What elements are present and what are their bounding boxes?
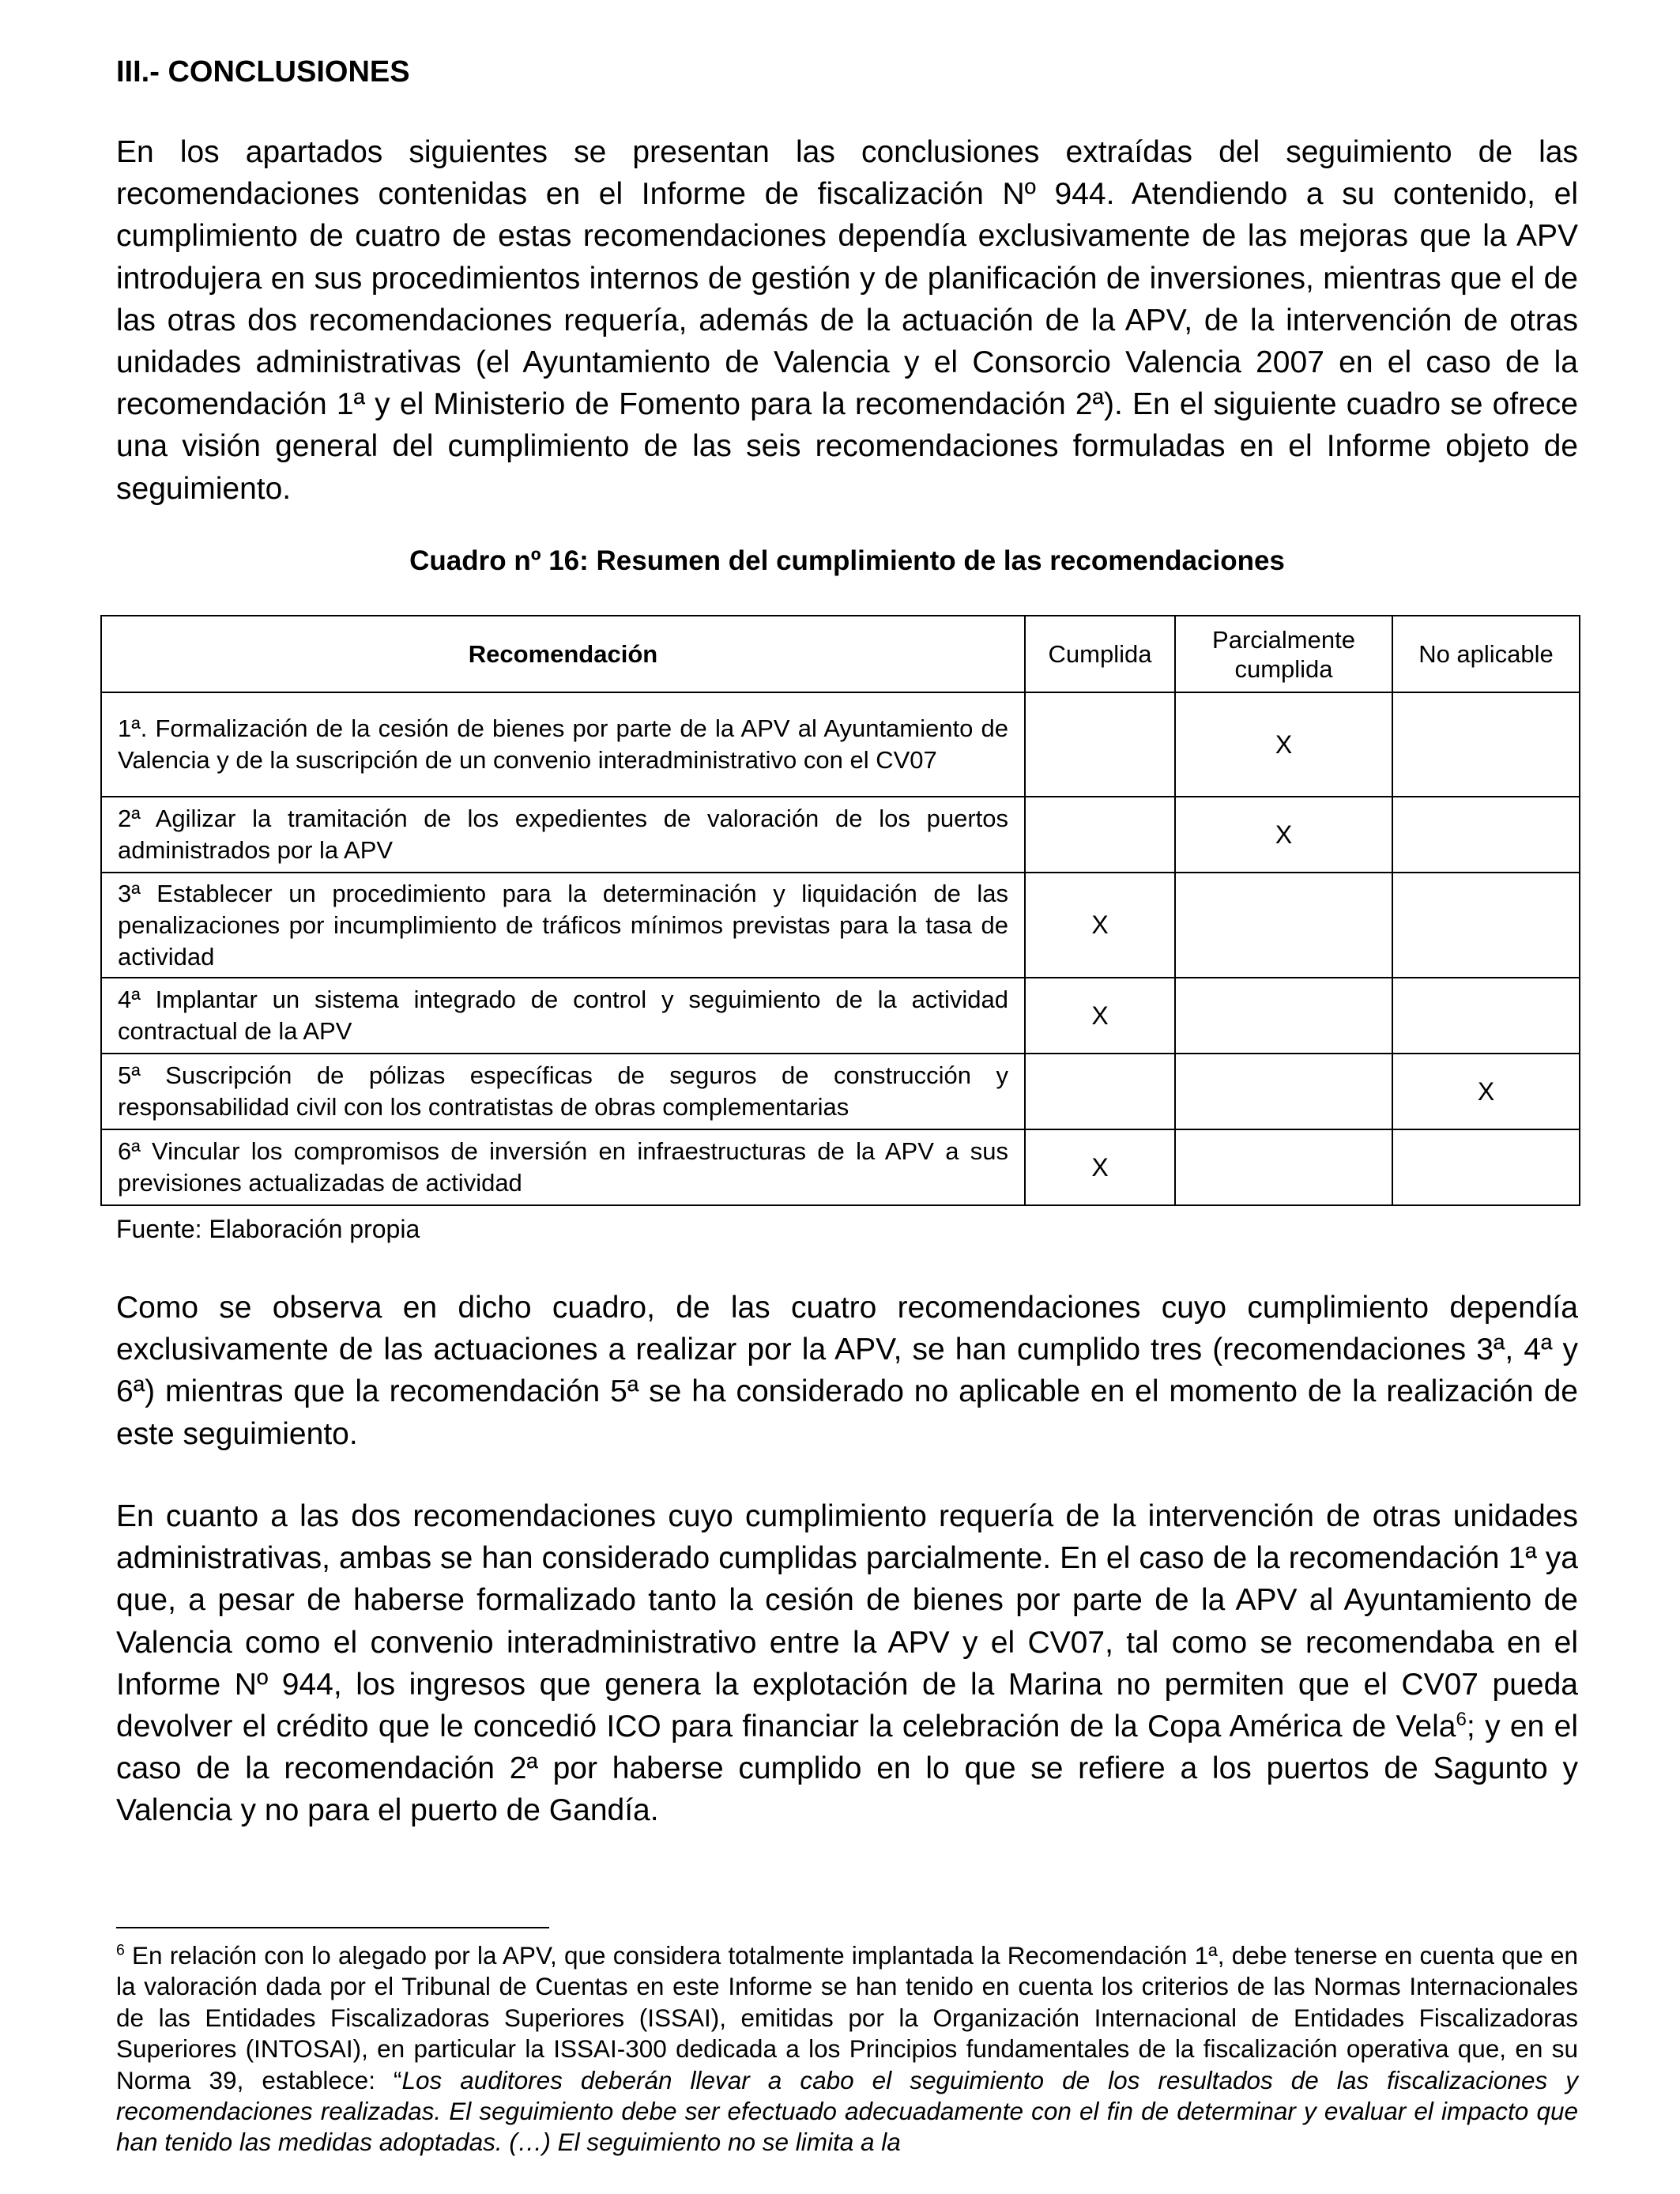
fulfilled-mark: X <box>1025 978 1175 1054</box>
not-applicable-mark: X <box>1392 1054 1580 1129</box>
intro-paragraph: En los apartados siguientes se presentan las conclusiones extraídas del seguimiento de las recomendaciones contenidas en el Informe de fiscalización Nº 944. Atendiendo a su contenido, el cumplimiento de cuatro de estas recomendaciones dependía exclusivamente de las mejoras que la APV introdujera en sus procedimientos internos de gestión y de planificación de inversiones, mientras que el de las otras dos recomendaciones requería, además de la actuación de la APV, de la intervención de otras unidades administrativas (el Ayuntamiento de Valencia y el Consorcio Valencia 2007 en el caso de la recomendación 1ª y el Ministerio de Fomento para la recomendación 2ª). En el siguiente cuadro se ofrece una visión general del cumplimiento de las seis recomendaciones formuladas en el Informe objeto de seguimiento. <box>116 135 1578 506</box>
recommendation-text: 2ª Agilizar la tramitación de los expedientes de valoración de los puertos administrados por la APV <box>101 797 1025 873</box>
header-not-applicable: No aplicable <box>1392 616 1580 692</box>
summary-paragraph: Como se observa en dicho cuadro, de las cuatro recomendaciones cuyo cumplimiento dependía exclusivamente de las actuaciones a realizar por la APV, se han cumplido tres (recomendaciones 3ª, 4ª y 6ª) mientras que la recomendación 5ª se ha considerado no aplicable en el momento de la realización de este seguimiento. <box>116 1291 1578 1451</box>
partial-mark: X <box>1175 692 1392 797</box>
footnote-quote: Los auditores deberán llevar a cabo el seguimiento de los resultados de las fiscalizaciones y recomendaciones realizadas. El seguimiento debe ser efectuado adecuadamente con el fin de determinar y evaluar el impacto que han tenido las medidas adoptadas. (…) El seguimiento no se limita a la <box>116 2065 1578 2157</box>
recommendation-text: 3ª Establecer un procedimiento para la determinación y liquidación de las penalizaciones por incumplimiento de tráficos mínimos previstas para la tasa de actividad <box>101 873 1025 978</box>
not-applicable-mark <box>1392 1129 1580 1205</box>
fulfilled-mark: X <box>1025 873 1175 978</box>
paragraph-text: ; y en el caso de la recomendación 2ª por haberse cumplido en lo que se refiere a los puertos de Sagunto y Valencia y no para el puerto de Gandía. <box>116 1710 1578 1828</box>
not-applicable-mark <box>1392 692 1580 797</box>
table-row <box>101 1054 1580 1129</box>
not-applicable-mark <box>1392 978 1580 1054</box>
table-row <box>101 1129 1580 1205</box>
footnote-number: 6 <box>116 1941 125 1959</box>
footnote-reference[interactable]: 6 <box>1456 1709 1467 1731</box>
footnote-text: En relación con lo alegado por la APV, que considera totalmente implantada la Recomendación 1ª, debe tenerse en cuenta que en la valoración dada por el Tribunal de Cuentas en este Informe se han tenido en cuenta los criterios de las Normas Internacionales de las Entidades Fiscalizadoras Superiores (ISSAI), emitidas por la Organización Internacional de Entidades Fiscalizadoras Superiores (INTOSAI), en particular la ISSAI-300 dedicada a los Principios fundamentales de la fiscalización operativa que, en su Norma 39, establece: “ <box>116 1941 1578 2094</box>
partial-mark <box>1175 978 1392 1054</box>
table-source: Fuente: Elaboración propia <box>116 1215 420 1243</box>
section-heading: III.- CONCLUSIONES <box>116 55 410 89</box>
partial-mark <box>1175 873 1392 978</box>
recommendation-text: 1ª. Formalización de la cesión de bienes por parte de la APV al Ayuntamiento de Valencia y de la suscripción de un convenio interadministrativo con el CV07 <box>101 692 1025 797</box>
partial-mark <box>1175 1054 1392 1129</box>
footnote <box>116 1940 1578 2158</box>
header-partial: Parcialmente cumplida <box>1175 616 1392 692</box>
header-fulfilled: Cumplida <box>1025 616 1175 692</box>
table-row <box>101 692 1580 797</box>
partial-mark: X <box>1175 797 1392 873</box>
recommendation-text: 5ª Suscripción de pólizas específicas de seguros de construcción y responsabilidad civil con los contratistas de obras complementarias <box>101 1054 1025 1129</box>
not-applicable-mark <box>1392 873 1580 978</box>
fulfilled-mark <box>1025 692 1175 797</box>
partial-mark <box>1175 1129 1392 1205</box>
table-row <box>101 873 1580 978</box>
footnote-separator <box>116 1927 549 1928</box>
fulfilled-mark <box>1025 797 1175 873</box>
table-row <box>101 797 1580 873</box>
recommendations-table <box>100 615 1580 1206</box>
table-header-row <box>101 616 1580 692</box>
fulfilled-mark <box>1025 1054 1175 1129</box>
not-applicable-mark <box>1392 797 1580 873</box>
recommendation-text: 4ª Implantar un sistema integrado de control y seguimiento de la actividad contractual de la APV <box>101 978 1025 1054</box>
paragraph-text: En cuanto a las dos recomendaciones cuyo cumplimiento requería de la intervención de otras unidades administrativas, ambas se han considerado cumplidas parcialmente. En el caso de la recomendación 1ª ya que, a pesar de haberse formalizado tanto la cesión de bienes por parte de la APV al Ayuntamiento de Valencia como el convenio interadministrativo entre la APV y el CV07, tal como se recomendaba en el Informe Nº 944, los ingresos que genera la explotación de la Marina no permiten que el CV07 pueda devolver el crédito que le concedió ICO para financiar la celebración de la Copa América de Vela <box>116 1499 1578 1744</box>
fulfilled-mark: X <box>1025 1129 1175 1205</box>
table-caption: Cuadro nº 16: Resumen del cumplimiento de las recomendaciones <box>409 545 1285 576</box>
recommendation-text: 6ª Vincular los compromisos de inversión en infraestructuras de la APV a sus previsiones actualizadas de actividad <box>101 1129 1025 1205</box>
partial-fulfilment-paragraph <box>116 1495 1578 1832</box>
header-recommendation: Recomendación <box>101 616 1025 692</box>
table-row <box>101 978 1580 1054</box>
